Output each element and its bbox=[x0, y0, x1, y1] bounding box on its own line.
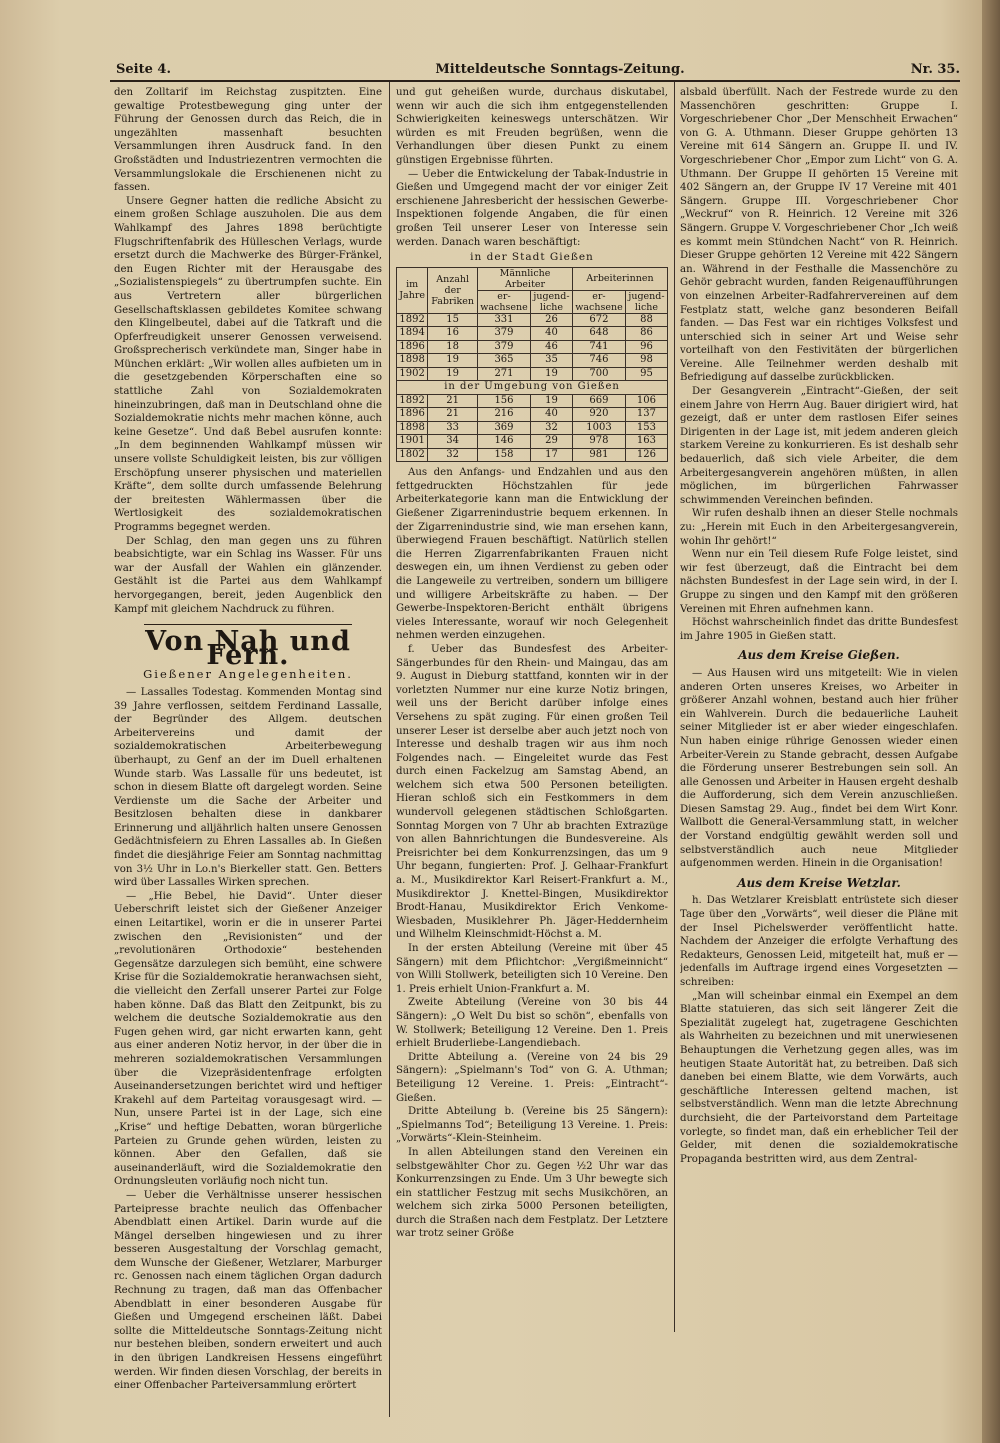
city-rows bbox=[397, 313, 668, 381]
table-cell: 19 bbox=[428, 354, 478, 368]
table-cell: 146 bbox=[478, 435, 531, 449]
article-paragraph: Dritte Abteilung a. (Vereine von 24 bis 29 Sängern): „Spielmann's Tod“ von G. A. Uthman; Beteiligung 12 Vereine. 1. Preis: „Eintracht“-Gießen. bbox=[396, 1051, 668, 1104]
table-cell: 1902 bbox=[397, 367, 428, 381]
table-cell: 98 bbox=[625, 354, 667, 368]
table-row bbox=[397, 327, 668, 341]
table-cell: 17 bbox=[530, 448, 572, 462]
table-cell: 271 bbox=[478, 367, 531, 381]
table-cell: 216 bbox=[478, 408, 531, 422]
issue-number: Nr. 35. bbox=[910, 62, 960, 77]
section-title: Von Nah und Fern. bbox=[145, 626, 351, 671]
header-men-adult: er-wachsene bbox=[478, 290, 531, 313]
article-paragraph: Dritte Abteilung b. (Vereine bis 25 Sängern): „Spielmanns Tod“; Beteiligung 13 Vereine. 1. Preis: „Vorwärts“-Klein-Steinheim. bbox=[396, 1106, 668, 1145]
table-cell: 163 bbox=[625, 435, 667, 449]
article-paragraph: Wenn nur ein Teil diesem Rufe Folge leistet, sind wir fest überzeugt, daß die Eintracht bei dem nächsten Bundesfest in der Lage sein wird, in der I. Gruppe zu singen und den Kampf mit den größeren Vereinen mit Ehren aufnehmen kann. bbox=[680, 549, 958, 615]
table-row bbox=[397, 394, 668, 408]
table-cell: 1802 bbox=[397, 448, 428, 462]
table-cell: 1892 bbox=[397, 313, 428, 327]
table-cell: 15 bbox=[428, 313, 478, 327]
table-cell: 331 bbox=[478, 313, 531, 327]
table-cell: 16 bbox=[428, 327, 478, 341]
article-paragraph: Wir rufen deshalb ihnen an dieser Stelle nochmals zu: „Herein mit Euch in den Arbeitergesangverein, wohin Ihr gehört!“ bbox=[680, 508, 958, 547]
table-cell: 981 bbox=[572, 448, 625, 462]
table-cell: 26 bbox=[530, 313, 572, 327]
article-paragraph: alsbald überfüllt. Nach der Festrede wurde zu den Massenchören geschritten: Gruppe I. Vorgeschriebener Chor „Der Menschheit Erwachen“ von G. A. Uthmann. Dieser Gruppe gehörten 13 Vereine mit 614 Sängern an. Gruppe II. und IV. Vorgeschriebener Chor „Empor zum Licht“ von G. A. Uthmann. Der Gruppe II gehörten 15 Vereine mit 402 Sängern an, der Gruppe IV 17 Vereine mit 401 Sängern. Gruppe III. Vorgeschriebener Chor „Weckruf“ von R. Heinrich. 12 Vereine mit 326 Sängern. Gruppe V. Vorgeschriebener Chor „Ich weiß es kommt mein Stündchen Nacht“ von R. Heinrich. Dieser Gruppe gehörten 12 Vereine mit 422 Sängern an. Während in der Festhalle die Massenchöre zu Gehör gebracht wurden, fanden Reigenaufführungen von einzelnen Arbeiter-Radfahrervereinen auf dem Festplatz statt, welche ganz besonderen Beifall fanden. — Das Fest war ein richtiges Volksfest und unterschied sich in seiner Art und Weise sehr vorteilhaft von den Festivitäten der bürgerlichen Vereine. Alle Teilnehmer werden deshalb mit Befriedigung auf dasselbe zurückblicken. bbox=[680, 87, 958, 384]
table-cell: 21 bbox=[428, 408, 478, 422]
table-cell: 1892 bbox=[397, 394, 428, 408]
table-cell: 88 bbox=[625, 313, 667, 327]
table-cell: 1003 bbox=[572, 421, 625, 435]
table-row bbox=[397, 367, 668, 381]
table-row bbox=[397, 421, 668, 435]
table-cell: 978 bbox=[572, 435, 625, 449]
table-cell: 369 bbox=[478, 421, 531, 435]
table-cell: 126 bbox=[625, 448, 667, 462]
article-paragraph: f. Ueber das Bundesfest des Arbeiter-Sängerbundes für den Rhein- und Maingau, das am 9. August in Dieburg stattfand, konnten wir in der vorletzten Nummer nur eine kurze Notiz bringen, weil uns der Bericht darüber infolge eines Versehens zu spät zuging. Für einen großen Teil unserer Leser ist derselbe aber auch jetzt noch von Interesse und deshalb tragen wir aus ihm noch Folgendes nach. — Eingeleitet wurde das Fest durch einen Fackelzug am Samstag Abend, an welchem sich etwa 500 Personen beteiligten. Hieran schloß sich ein Festkommers in dem wundervoll gelegenen städtischen Schloßgarten. Sonntag Morgen von 7 Uhr ab brachten Extrazüge von allen Bahnrichtungen die Bundesvereine. Als Preisrichter bei dem Konkurrenzsingen, das um 9 Uhr begann, fungierten: Prof. J. Gelhaar-Frankfurt a. M., Musikdirektor Karl Reisert-Frankfurt a. M., Musikdirektor J. Knettel-Bingen, Musikdirektor Brodt-Hanau, Musikdirektor Erich Venkome-Wiesbaden, Musiklehrer Ph. Jäger-Heddernheim und Wilhelm Kleinschmidt-Höchst a. M. bbox=[396, 643, 668, 941]
article-paragraph: den Zolltarif im Reichstag zuspitzten. Eine gewaltige Protestbewegung ging unter der Führung der Genossen durch das Reich, die in ungezählten massenhaft besuchten Versammlungen ihren Ausdruck fand. In den Großstädten und Industriezentren vermochten die Versammlungslokale die Erschienenen nicht zu fassen. bbox=[114, 87, 382, 194]
table-cell: 379 bbox=[478, 327, 531, 341]
table-subcaption: in der Umgebung von Gießen bbox=[397, 381, 668, 395]
section-divider bbox=[144, 624, 352, 625]
tobacco-industry-table bbox=[396, 267, 668, 463]
table-cell: 19 bbox=[530, 394, 572, 408]
table-cell: 21 bbox=[428, 394, 478, 408]
page-number: Seite 4. bbox=[116, 62, 171, 77]
table-row bbox=[397, 448, 668, 462]
table-cell: 1898 bbox=[397, 354, 428, 368]
table-cell: 379 bbox=[478, 340, 531, 354]
article-paragraph: h. Das Wetzlarer Kreisblatt entrüstete sich dieser Tage über den „Vorwärts“, weil dieser die Pläne mit der Insel Pichelswerder veröffentlicht hatte. Nachdem der Anzeiger die erfolgte Verhaftung des Redakteurs, Genossen Leid, mitgeteilt hat, muß er — jedenfalls im Auftrage irgend eines Vorgesetzten — schreiben: bbox=[680, 895, 958, 988]
table-cell: 86 bbox=[625, 327, 667, 341]
table-cell: 95 bbox=[625, 367, 667, 381]
table-cell: 700 bbox=[572, 367, 625, 381]
header-year: im Jahre bbox=[397, 267, 428, 313]
table-cell: 1901 bbox=[397, 435, 428, 449]
header-men-youth: jugend-liche bbox=[530, 290, 572, 313]
column-divider-1 bbox=[389, 82, 390, 1417]
article-paragraph: Aus den Anfangs- und Endzahlen und aus den fettgedruckten Höchstzahlen für jede Arbeiterkategorie kann man die Entwicklung der Gießener Zigarrenindustrie bequem erkennen. In der Zigarrenindustrie sind, wie man ersehen kann, überwiegend Frauen beschäftigt. Natürlich stellen die Herren Zigarrenfabrikanten Frauen nicht deswegen ein, um ihnen Verdienst zu geben oder die Langeweile zu vertreiben, sondern um billigere und willigere Arbeitskräfte zu haben. — Der Gewerbe-Inspektoren-Bericht enthält übrigens vieles Interessante, worauf wir noch Gelegenheit nehmen werden einzugehen. bbox=[396, 467, 668, 642]
newspaper-title: Mitteldeutsche Sonntags-Zeitung. bbox=[435, 62, 685, 77]
table-cell: 1896 bbox=[397, 408, 428, 422]
article-paragraph: — Aus Hausen wird uns mitgeteilt: Wie in vielen anderen Orten unseres Kreises, wo Arbeiter in größerer Anzahl wohnen, bestand auch hier früher ein Wahlverein. Durch die bedauerliche Lauheit seiner Mitglieder ist er aber wieder eingeschlafen. Nun haben einige rührige Genossen wieder einen Arbeiter-Verein zu Stande gebracht, dessen Aufgabe die Förderung unserer Bestrebungen sein soll. An alle Genossen und Arbeiter in Hausen ergeht deshalb die Aufforderung, sich dem Verein anzuschließen. Diesen Samstag 29. Aug., findet bei dem Wirt Konr. Wallbott die General-Versammlung statt, in welcher der Vorstand endgültig gewählt werden soll und selbstverständlich auch neue Mitglieder aufgenommen werden. Hinein in die Organisation! bbox=[680, 667, 958, 870]
article-paragraph: — Ueber die Verhältnisse unserer hessischen Parteipresse brachte neulich das Offenbacher Abendblatt einen Artikel. Darin wurde auf die Mängel derselben hingewiesen und zu ihrer besseren Ausgestaltung der Vorschlag gemacht, dem Wunsche der Gießener, Wetzlarer, Marburger rc. Genossen nach einem täglichen Organ dadurch Rechnung zu tragen, daß man das Offenbacher Abendblatt in einer besonderen Ausgabe für Gießen und Umgegend erscheinen läßt. Dabei sollte die Mitteldeutsche Sonntags-Zeitung nicht nur bestehen bleiben, sondern erweitert und auch in den übrigen Landkreisen Hessens eingeführt werden. Wir finden diesen Vorschlag, der bereits in einer Offenbacher Parteiversammlung erörtert bbox=[114, 1189, 382, 1392]
header-women-youth: jugend-liche bbox=[625, 290, 667, 313]
article-paragraph: Zweite Abteilung (Vereine von 30 bis 44 Sängern): „O Welt Du bist so schön“, ebenfalls von W. Stollwerk; Beteiligung 12 Vereine. Den 1. Preis erhielt Bruderliebe-Langendiebach. bbox=[396, 997, 668, 1050]
column-divider-2 bbox=[674, 82, 675, 1332]
table-cell: 669 bbox=[572, 394, 625, 408]
table-cell: 106 bbox=[625, 394, 667, 408]
section-subtitle: Gießener Angelegenheiten. bbox=[143, 667, 353, 682]
table-cell: 32 bbox=[530, 421, 572, 435]
column-2 bbox=[396, 86, 668, 1326]
table-cell: 648 bbox=[572, 327, 625, 341]
article-paragraph: In der ersten Abteilung (Vereine mit über 45 Sängern) mit dem Pflichtchor: „Vergißmeinnicht“ von Willi Stollwerk, beteiligten sich 10 Vereine. Den 1. Preis erhielt Union-Frankfurt a. M. bbox=[396, 943, 668, 995]
table-cell: 40 bbox=[530, 327, 572, 341]
section-heading-giessen: Aus dem Kreise Gießen. bbox=[738, 648, 900, 663]
table-cell: 158 bbox=[478, 448, 531, 462]
page-header bbox=[110, 58, 960, 80]
header-women-adult: er-wachsene bbox=[572, 290, 625, 313]
article-paragraph: und gut geheißen wurde, durchaus diskutabel, wenn wir auch die sich ihm entgegenstellenden Schwierigkeiten keineswegs unterschätzen. Wir würden es mit Freuden begrüßen, wenn die Verhandlungen über diesen Punkt zu einem günstigen Ergebnisse führten. bbox=[396, 87, 668, 166]
article-paragraph: — Ueber die Entwickelung der Tabak-Industrie in Gießen und Umgegend macht der vor einiger Zeit erschienene Jahresbericht der hessischen Gewerbe-Inspektionen folgende Angaben, die für einen großen Teil unserer Leser von Interesse sein werden. Danach waren beschäftigt: bbox=[396, 168, 668, 248]
table-cell: 96 bbox=[625, 340, 667, 354]
column-3 bbox=[680, 86, 958, 1341]
column-1 bbox=[114, 86, 382, 1416]
table-cell: 18 bbox=[428, 340, 478, 354]
table-cell: 746 bbox=[572, 354, 625, 368]
header-women: Arbeiterinnen bbox=[572, 267, 667, 290]
table-cell: 33 bbox=[428, 421, 478, 435]
table-cell: 156 bbox=[478, 394, 531, 408]
table-row bbox=[397, 354, 668, 368]
article-paragraph: — Lassalles Todestag. Kommenden Montag sind 39 Jahre verflossen, seitdem Ferdinand Lassalle, der Begründer des Allgem. deutschen Arbeitervereins und damit der sozialdemokratischen Arbeiterbewegung überhaupt, zu Genf an der im Duell erhaltenen Wunde starb. Was Lassalle für uns bedeutet, ist schon in diesem Blatte oft dargelegt worden. Seine Verdienste um die Sache der Arbeiter und Besitzlosen behalten diese in dankbarer Erinnerung und alljährlich halten unsere Genossen Gedächtnisfeiern zu Ehren Lassalles ab. In Gießen findet die diesjährige Feier am Sonntag nachmittag von 3½ Uhr in Lo.n's Bierkeller statt. Gen. Betters wird über Lassalles Wirken sprechen. bbox=[114, 686, 382, 889]
table-cell: 19 bbox=[530, 367, 572, 381]
table-cell: 1894 bbox=[397, 327, 428, 341]
article-paragraph: Der Gesangverein „Eintracht“-Gießen, der seit einem Jahre von Herrn Aug. Bauer dirigiert wird, hat gezeigt, daß er unter dem rastlosen Eifer seines Dirigenten in der Lage ist, mit jedem anderen gleich starkem Vereine zu konkurrieren. Es ist deshalb sehr bedauerlich, daß sich viele Arbeiter, die dem Arbeitergesangverein angehören müßten, in allen möglichen, im bürgerlichen Fahrwasser schwimmenden Vereinchen befinden. bbox=[680, 386, 958, 506]
table-row bbox=[397, 313, 668, 327]
table-cell: 46 bbox=[530, 340, 572, 354]
table-cell: 1898 bbox=[397, 421, 428, 435]
header-rule bbox=[110, 80, 960, 82]
article-paragraph: Unsere Gegner hatten die redliche Absicht zu einem großen Schlage auszuholen. Die aus dem Wahlkampf des Jahres 1898 berüchtigte Flugschriftenfabrik des Hülleschen Verlags, wurde ersetzt durch die Machwerke des Bürger-Fränkel, den Eugen Richter mit der Herausgabe des „Sozialistenspiegels“ zu übertrumpfen suchte. Ein aus Vertretern aller bürgerlichen Gesellschaftsklassen gebildetes Komitee schwang den Klingelbeutel, dabei auf die Tatkraft und die Opferfreudigkeit unserer Genossen verweisend. Großsprecherisch verkündete man, Singer habe in München erklärt: „Wir wollen alles aufbieten um in die gesetzgebenden Körperschaften eine so stattliche Zahl von Sozialdemokraten hineinzubringen, daß man in Deutschland ohne die Sozialdemokratie nichts mehr machen könne, auch keine Gesetze“. Und daß Bebel ausrufen konnte: „In dem beginnenden Wahlkampf müssen wir unsere vollste Schuldigkeit leisten, bis zur völligen Erschöpfung unserer physischen und materiellen Kräfte“, dem sollte durch umfassende Belehrung der breitesten Wählermassen über die Wertlosigkeit des sozialdemokratischen Programms begegnet werden. bbox=[114, 195, 382, 533]
table-cell: 365 bbox=[478, 354, 531, 368]
table-cell: 741 bbox=[572, 340, 625, 354]
table-cell: 920 bbox=[572, 408, 625, 422]
article-paragraph: In allen Abteilungen stand den Vereinen ein selbstgewählter Chor zu. Gegen ½2 Uhr war das Konkurrenzsingen zu Ende. Um 3 Uhr bewegte sich ein stattlicher Festzug mit sechs Musikchören, an welchem sich zirka 5000 Personen beteiligten, durch die Straßen nach dem Festplatz. Der Letztere war trotz seiner Größe bbox=[396, 1146, 668, 1240]
article-paragraph: Der Schlag, den man gegen uns zu führen beabsichtigte, war ein Schlag ins Wasser. Für uns war der Ausfall der Wahlen ein glänzender. Gestählt ist die Partei aus dem Wahlkampf hervorgegangen, bereit, jeden Augenblick den Kampf mit gleichem Nachdruck zu führen. bbox=[114, 535, 382, 615]
table-cell: 40 bbox=[530, 408, 572, 422]
section-heading-wetzlar: Aus dem Kreise Wetzlar. bbox=[737, 875, 901, 890]
table-cell: 32 bbox=[428, 448, 478, 462]
article-paragraph: — „Hie Bebel, hie David“. Unter dieser Ueberschrift leistet sich der Gießener Anzeiger einen Leitartikel, worin er die in unserer Partei zwischen den „Revisionisten“ und der „revolutionären Orthodoxie“ bestehenden Gegensätze darzulegen sich bemüht, eine schwere Krise für die Sozialdemokratie heranwachsen sieht, die vielleicht den Zerfall unserer Partei zur Folge haben könne. Daß das Blatt den Zeitpunkt, bis zu welchem die deutsche Sozialdemokratie aus den Fugen gehen wird, gar nicht erwarten kann, geht aus einer anderen Notiz hervor, in der über die in mehreren sozialdemokratischen Versammlungen über die Vizepräsidentenfrage erfolgten Auseinandersetzungen berichtet wird und heftiger Krakehl auf dem Parteitag vorausgesagt wird. — Nun, unsere Partei ist in der Lage, sich eine „Krise“ und heftige Debatten, woran bürgerliche Parteien zu Grunde gehen würden, leisten zu können. Aber den Gefallen, daß sie auseinanderläuft, wird die Sozialdemokratie den Ordnungsleuten vorläufig noch nicht tun. bbox=[114, 890, 382, 1188]
header-men: Männliche Arbeiter bbox=[478, 267, 573, 290]
header-factories: Anzahl der Fabriken bbox=[428, 267, 478, 313]
table-caption: in der Stadt Gießen bbox=[470, 251, 594, 264]
article-paragraph: Höchst wahrscheinlich findet das dritte Bundesfest im Jahre 1905 in Gießen statt. bbox=[680, 617, 958, 642]
table-cell: 137 bbox=[625, 408, 667, 422]
table-cell: 1896 bbox=[397, 340, 428, 354]
page-edge-shadow bbox=[982, 0, 1000, 1443]
article-paragraph: „Man will scheinbar einmal ein Exempel an dem Blatte statuieren, das sich seit längerer Zeit die Spezialität zugelegt hat, zugetragene Geschichten als Wahrheiten zu bezeichnen und mit unerwiesenen Behauptungen die Verhetzung gegen alles, was im heutigen Staate Autorität hat, zu betreiben. Daß sich daneben bei einem Blatte, wie dem Vorwärts, auch geschäftliche Interessen geltend machen, ist selbstverständlich. Wenn man die letzte Abrechnung durchsieht, die der Parteivorstand dem Parteitage vorlegte, so findet man, daß ein erheblicher Teil der Gelder, mit denen die sozialdemokratische Propaganda bestritten wird, aus dem Zentral- bbox=[680, 990, 958, 1165]
table-row bbox=[397, 435, 668, 449]
table-cell: 35 bbox=[530, 354, 572, 368]
table-row bbox=[397, 340, 668, 354]
table-cell: 29 bbox=[530, 435, 572, 449]
environs-rows bbox=[397, 394, 668, 462]
table-cell: 34 bbox=[428, 435, 478, 449]
table-cell: 153 bbox=[625, 421, 667, 435]
table-cell: 672 bbox=[572, 313, 625, 327]
table-row bbox=[397, 408, 668, 422]
table-cell: 19 bbox=[428, 367, 478, 381]
